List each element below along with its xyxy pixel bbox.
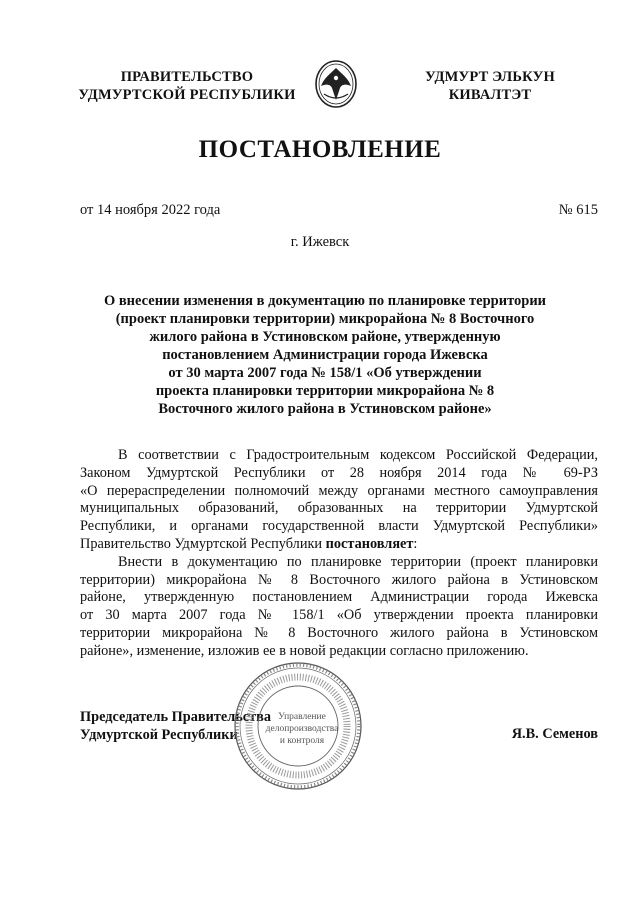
subject-line: от 30 марта 2007 года № 158/1 «Об утверждении xyxy=(168,365,482,381)
seal-text-line3: и контроля xyxy=(279,736,325,746)
header-left-line1: ПРАВИТЕЛЬСТВО xyxy=(120,69,254,85)
document-title: ПОСТАНОВЛЕНИЕ xyxy=(198,136,442,163)
coat-of-arms-emblem-icon xyxy=(312,60,360,108)
body-line: «О перераспределении полномочий между органами местного самоуправления xyxy=(80,482,598,499)
body-line: Законом Удмуртской Республики от 28 ноября 2014 года № 69-РЗ xyxy=(80,464,598,481)
document-date: от 14 ноября 2022 года xyxy=(80,202,221,218)
subject-line: О внесении изменения в документацию по планировке территории xyxy=(103,293,547,309)
body-line: муниципальных образований, образованных на территории Удмуртской xyxy=(80,500,598,517)
body-line: территории микрорайона № 8 Восточного жилого района в Устиновском xyxy=(80,624,598,641)
resolves-word: постановляет xyxy=(325,535,414,552)
header-right-line2: КИВАЛТЭТ xyxy=(448,87,532,103)
subject-line: Восточного жилого района в Устиновском районе» xyxy=(158,401,492,417)
seal-text-line1: Управление xyxy=(278,712,326,722)
header-right-line1: УДМУРТ ЭЛЬКУН xyxy=(425,69,555,85)
document-city: г. Ижевск xyxy=(290,234,350,250)
official-seal-stamp xyxy=(232,660,364,792)
resolves-colon: : xyxy=(413,535,418,552)
signature-title-line2: Удмуртской Республики xyxy=(80,727,238,743)
body-line-resolves xyxy=(80,536,598,554)
body-line: от 30 марта 2007 года № 158/1 «Об утверждении проекта планировки xyxy=(80,607,598,624)
body-line: районе, утвержденную постановлением Администрации города Ижевска xyxy=(80,589,598,606)
document-subject xyxy=(60,292,590,418)
subject-line: (проект планировки территории) микрорайона № 8 Восточного xyxy=(115,311,535,327)
body-line-resolves-text: Правительство Удмуртской Республики xyxy=(80,535,326,552)
header-right xyxy=(370,68,610,104)
document-body xyxy=(80,447,598,661)
subject-line: жилого района в Устиновском районе, утвержденную xyxy=(149,329,501,345)
header-left xyxy=(62,68,312,104)
document-number: № 615 xyxy=(558,202,598,218)
body-line: территории) микрорайона № 8 Восточного жилого района в Устиновском xyxy=(80,571,598,588)
body-line: Республики, и органами государственной власти Удмуртской Республики» xyxy=(80,518,598,535)
signature-title-line1: Председатель Правительства xyxy=(80,709,272,725)
subject-line: проекта планировки территории микрорайона № 8 xyxy=(155,383,495,399)
seal-text-line2: делопроизводства xyxy=(265,724,339,734)
body-line: Внести в документацию по планировке территории (проект планировки xyxy=(118,553,598,570)
header-left-line2: УДМУРТСКОЙ РЕСПУБЛИКИ xyxy=(78,87,296,103)
body-line: районе», изменение, изложив ее в новой редакции согласно приложению. xyxy=(80,642,529,659)
subject-line: постановлением Администрации города Ижевска xyxy=(162,347,488,363)
body-line: В соответствии с Градостроительным кодексом Российской Федерации, xyxy=(118,447,598,463)
signer-name: Я.В. Семенов xyxy=(511,726,598,742)
